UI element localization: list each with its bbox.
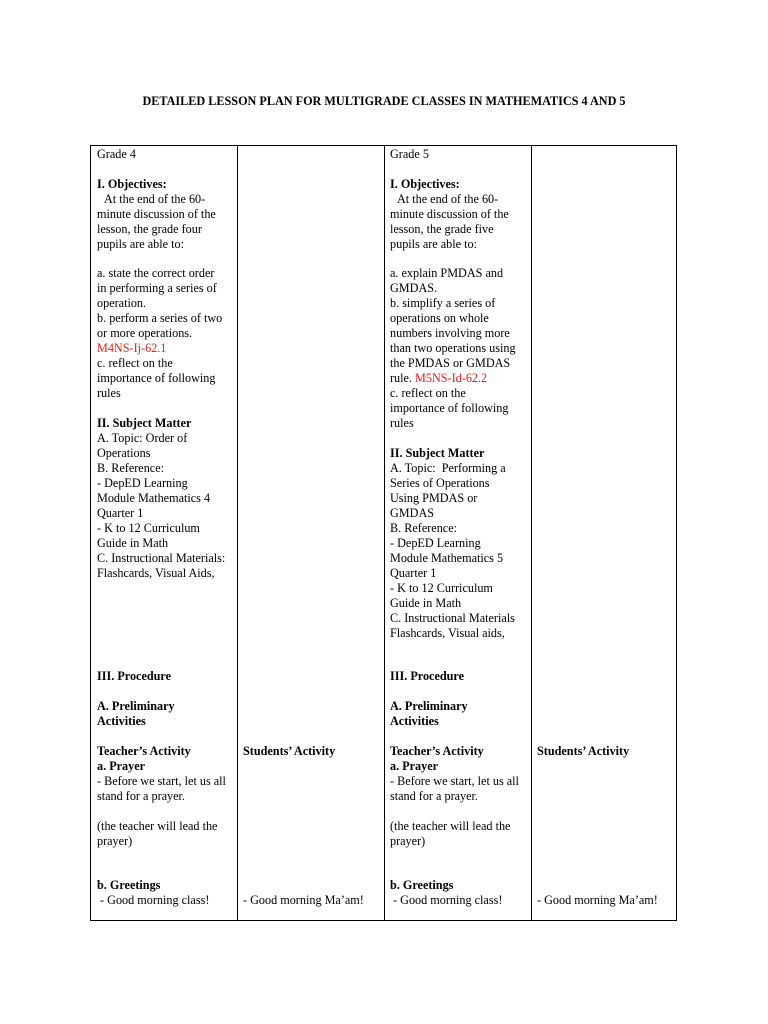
- objective-a-line: in performing a series of: [97, 281, 217, 295]
- students-activity-heading: Students’ Activity: [243, 744, 336, 758]
- subject-matter-line: Flashcards, Visual aids,: [390, 626, 505, 640]
- objective-c-line: c. reflect on the: [390, 386, 466, 400]
- subject-matter-line: Guide in Math: [390, 596, 462, 610]
- objective-b-line: b. simplify a series of: [390, 296, 496, 310]
- objectives-intro-line: At the end of the 60-: [397, 192, 499, 206]
- objective-c-line: rules: [390, 416, 414, 430]
- objective-c-line: importance of following: [390, 401, 509, 415]
- preliminary-heading: A. Preliminary: [97, 699, 175, 713]
- greetings-heading: b. Greetings: [97, 878, 161, 892]
- subject-matter-heading: II. Subject Matter: [390, 446, 485, 460]
- objectives-heading: I. Objectives:: [390, 177, 460, 191]
- prayer-line: stand for a prayer.: [390, 789, 478, 803]
- preliminary-heading: Activities: [390, 714, 439, 728]
- objectives-intro-line: lesson, the grade four: [97, 222, 202, 236]
- objectives-intro-line: minute discussion of the: [97, 207, 216, 221]
- prayer-heading: a. Prayer: [97, 759, 146, 773]
- subject-matter-line: GMDAS: [390, 506, 435, 520]
- prayer-note: prayer): [390, 834, 426, 848]
- greeting-reply: - Good morning Ma’am!: [243, 893, 364, 907]
- subject-matter-line: A. Topic: Order of: [97, 431, 188, 445]
- greetings-heading: b. Greetings: [390, 878, 454, 892]
- grade4-students-column: [237, 146, 384, 920]
- subject-matter-line: C. Instructional Materials: [390, 611, 515, 625]
- subject-matter-line: - DepED Learning: [390, 536, 481, 550]
- prayer-note: (the teacher will lead the: [390, 819, 511, 833]
- subject-matter-line: - K to 12 Curriculum: [390, 581, 493, 595]
- objective-c-line: importance of following: [97, 371, 216, 385]
- subject-matter-line: - DepED Learning: [97, 476, 188, 490]
- document-title: DETAILED LESSON PLAN FOR MULTIGRADE CLASSES IN MATHEMATICS 4 AND 5: [142, 94, 626, 108]
- grade5-students-column: [531, 146, 676, 920]
- prayer-line: stand for a prayer.: [97, 789, 185, 803]
- teacher-activity-heading: Teacher’s Activity: [390, 744, 484, 758]
- lesson-plan-table: [90, 145, 677, 921]
- greetings-text: - Good morning class!: [97, 893, 210, 907]
- subject-matter-line: C. Instructional Materials:: [97, 551, 226, 565]
- objective-b-rule: rule.: [390, 371, 416, 385]
- subject-matter-line: Quarter 1: [390, 566, 437, 580]
- objectives-intro-line: minute discussion of the: [390, 207, 509, 221]
- students-activity-heading: Students’ Activity: [537, 744, 630, 758]
- subject-matter-line: Quarter 1: [97, 506, 144, 520]
- preliminary-heading: A. Preliminary: [390, 699, 468, 713]
- procedure-heading: III. Procedure: [390, 669, 465, 683]
- competency-code: M5NS-Id-62.2: [415, 371, 488, 385]
- preliminary-heading: Activities: [97, 714, 146, 728]
- prayer-line: - Before we start, let us all: [97, 774, 226, 788]
- greeting-reply: - Good morning Ma’am!: [537, 893, 658, 907]
- objective-a-line: a. state the correct order: [97, 266, 215, 280]
- objectives-heading: I. Objectives:: [97, 177, 167, 191]
- subject-matter-line: Using PMDAS or: [390, 491, 478, 505]
- objective-b-line: than two operations using: [390, 341, 516, 355]
- objectives-intro-line: pupils are able to:: [390, 237, 477, 251]
- subject-matter-line: Guide in Math: [97, 536, 169, 550]
- grade-header: Grade 5: [390, 147, 429, 161]
- procedure-heading: III. Procedure: [97, 669, 172, 683]
- objective-b-line: the PMDAS or GMDAS: [390, 356, 511, 370]
- prayer-heading: a. Prayer: [390, 759, 439, 773]
- grade4-column: [91, 146, 237, 920]
- grade5-column: [384, 146, 531, 920]
- prayer-note: prayer): [97, 834, 133, 848]
- objectives-intro-line: lesson, the grade five: [390, 222, 494, 236]
- objective-b-line: numbers involving more: [390, 326, 510, 340]
- prayer-note: (the teacher will lead the: [97, 819, 218, 833]
- subject-matter-line: Module Mathematics 4: [97, 491, 211, 505]
- objective-b-last-line: [390, 371, 487, 386]
- subject-matter-heading: II. Subject Matter: [97, 416, 192, 430]
- subject-matter-line: Series of Operations: [390, 476, 490, 490]
- subject-matter-line: Flashcards, Visual Aids,: [97, 566, 215, 580]
- subject-matter-line: A. Topic: Performing a: [390, 461, 506, 475]
- greetings-text: - Good morning class!: [390, 893, 503, 907]
- objectives-intro-line: pupils are able to:: [97, 237, 184, 251]
- subject-matter-line: B. Reference:: [390, 521, 457, 535]
- objectives-intro-line: At the end of the 60-: [104, 192, 206, 206]
- objective-c-line: rules: [97, 386, 121, 400]
- subject-matter-line: - K to 12 Curriculum: [97, 521, 200, 535]
- grade-header: Grade 4: [97, 147, 136, 161]
- objective-b-line: operations on whole: [390, 311, 489, 325]
- objective-c-line: c. reflect on the: [97, 356, 173, 370]
- objective-a-line: GMDAS.: [390, 281, 438, 295]
- objective-b-line: or more operations.: [97, 326, 193, 340]
- subject-matter-line: B. Reference:: [97, 461, 164, 475]
- objective-a-line: operation.: [97, 296, 147, 310]
- subject-matter-line: Module Mathematics 5: [390, 551, 504, 565]
- objective-a-line: a. explain PMDAS and: [390, 266, 504, 280]
- subject-matter-line: Operations: [97, 446, 151, 460]
- teacher-activity-heading: Teacher’s Activity: [97, 744, 191, 758]
- prayer-line: - Before we start, let us all: [390, 774, 519, 788]
- competency-code: M4NS-Ij-62.1: [97, 341, 167, 355]
- objective-b-line: b. perform a series of two: [97, 311, 223, 325]
